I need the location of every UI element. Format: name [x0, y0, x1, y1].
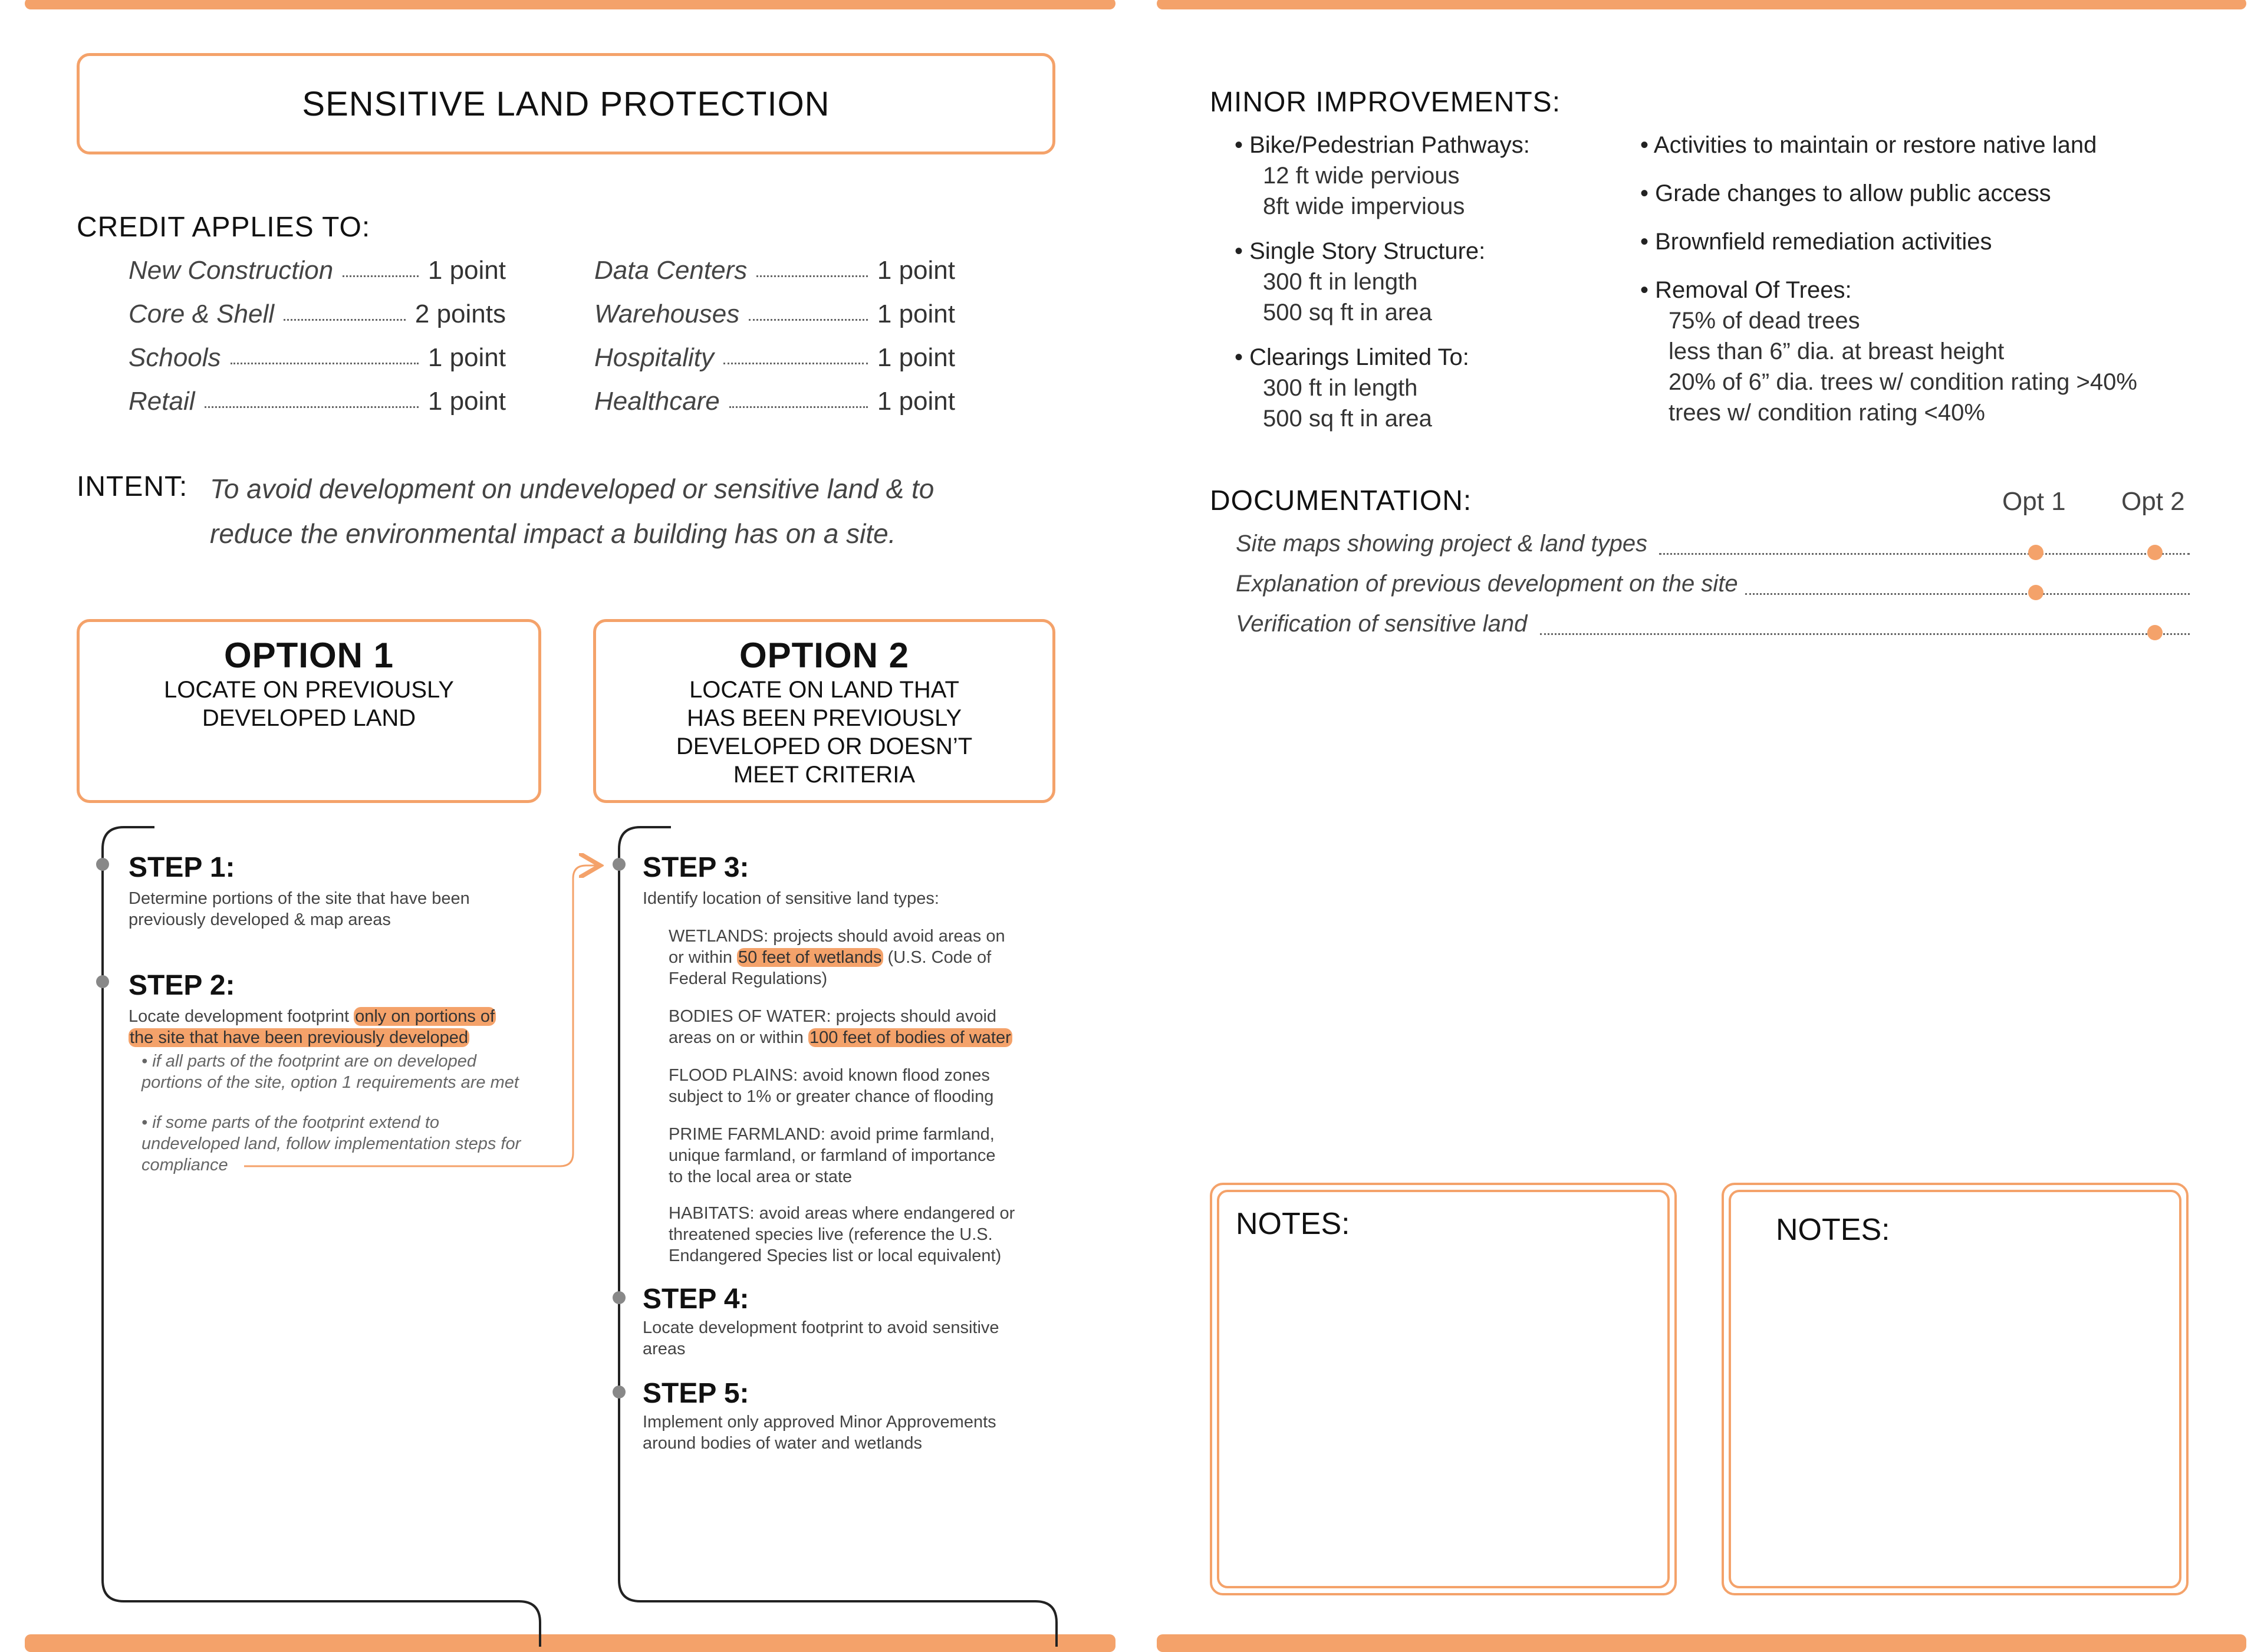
- check-dot: [2028, 585, 2043, 600]
- text-line: less than 6” dia. at breast height: [1669, 338, 2005, 364]
- text-line: PRIME FARMLAND: avoid prime farmland,: [669, 1125, 995, 1144]
- water-text: [669, 1006, 1012, 1048]
- check-dot: [2028, 545, 2043, 560]
- text-line: [129, 1006, 553, 1027]
- dot-leader: [1659, 553, 2190, 555]
- minor-col-left: [1235, 130, 1530, 434]
- text-line: trees w/ condition rating <40%: [1669, 400, 1985, 426]
- opt-1-label: Opt 1: [2002, 487, 2066, 516]
- intent-line-2: reduce the environmental impact a building has on a site.: [210, 518, 896, 549]
- credit-points: 1 point: [427, 387, 506, 416]
- doc-row-3-label: Verification of sensitive land: [1236, 611, 1528, 637]
- text-span: (U.S. Code of: [883, 948, 992, 967]
- text-line: Federal Regulations): [669, 969, 828, 988]
- native-item: • Activities to maintain or restore native land: [1640, 132, 2097, 158]
- text-line: [669, 1027, 1012, 1048]
- documentation-heading: DOCUMENTATION:: [1210, 485, 1472, 516]
- text-line: Locate development footprint to avoid sensitive: [643, 1318, 999, 1337]
- opt-2-label: Opt 2: [2121, 487, 2185, 516]
- doc-row-1-label: Site maps showing project & land types: [1236, 531, 1648, 557]
- highlight: 50 feet of wetlands: [738, 948, 882, 967]
- text-line: FLOOD PLAINS: avoid known flood zones: [669, 1066, 990, 1085]
- step-1-dot: [96, 858, 109, 871]
- text-line: Determine portions of the site that have been: [129, 889, 470, 908]
- text-line: unique farmland, or farmland of importance: [669, 1146, 996, 1165]
- check-dot: [2147, 625, 2163, 640]
- notes-box-1-inner: [1217, 1190, 1670, 1588]
- notes-label-1: NOTES:: [1236, 1207, 1350, 1241]
- brownfield-item: • Brownfield remediation activities: [1640, 229, 1992, 255]
- bike-heading: • Bike/Pedestrian Pathways:: [1235, 132, 1530, 158]
- clear-heading: • Clearings Limited To:: [1235, 344, 1469, 370]
- step-4-title: STEP 4:: [643, 1284, 749, 1315]
- option-1-line-2: DEVELOPED LAND: [202, 705, 416, 731]
- credit-name: Hospitality: [594, 343, 714, 372]
- doc-row-2-label: Explanation of previous development on the site: [1236, 571, 1738, 597]
- credit-points: 1 point: [877, 387, 955, 416]
- text-line: threatened species live (reference the U.S.: [669, 1225, 993, 1244]
- text-line: 500 sq ft in area: [1263, 406, 1432, 432]
- text-line: around bodies of water and wetlands: [643, 1434, 922, 1453]
- text-line: 300 ft in length: [1263, 269, 1418, 295]
- text-line: 500 sq ft in area: [1263, 300, 1432, 325]
- credit-points: 1 point: [427, 256, 506, 285]
- step-5-title: STEP 5:: [643, 1378, 749, 1409]
- timeline-graphic: [0, 0, 1120, 1647]
- step-2-desc: [129, 1006, 553, 1048]
- intent-line-1: To avoid development on undeveloped or sensitive land & to: [210, 473, 934, 504]
- credit-heading: CREDIT APPLIES TO:: [77, 212, 371, 243]
- wetlands-text: [669, 926, 1005, 989]
- text-line: portions of the site, option 1 requirements are met: [142, 1073, 519, 1092]
- intent-label: INTENT:: [77, 471, 188, 502]
- credit-points: 1 point: [877, 343, 955, 372]
- step-4-desc: [643, 1317, 999, 1360]
- text-line: HABITATS: avoid areas where endangered or: [669, 1204, 1015, 1223]
- text-line: 75% of dead trees: [1669, 308, 1860, 334]
- credit-name: New Construction: [129, 256, 334, 285]
- text-line: compliance: [142, 1156, 228, 1174]
- highlight: only on portions of: [355, 1007, 495, 1026]
- step-3-dot: [613, 858, 626, 871]
- step-2-dot: [96, 975, 109, 988]
- credit-name: Schools: [129, 343, 221, 372]
- text-line: 12 ft wide pervious: [1263, 163, 1460, 189]
- text-line: [129, 1027, 553, 1048]
- text-line: subject to 1% or greater chance of flooding: [669, 1087, 994, 1106]
- text-line: 300 ft in length: [1263, 375, 1418, 401]
- text-line: WETLANDS: projects should avoid areas on: [669, 927, 1005, 946]
- story-heading: • Single Story Structure:: [1235, 238, 1486, 264]
- text-line: to the local area or state: [669, 1167, 853, 1186]
- credit-name: Core & Shell: [129, 300, 275, 328]
- text-line: BODIES OF WATER: projects should avoid: [669, 1007, 997, 1026]
- bottom-bar-right: [1157, 1634, 2246, 1652]
- trees-heading: • Removal Of Trees:: [1640, 277, 1852, 303]
- grade-item: • Grade changes to allow public access: [1640, 180, 2051, 206]
- top-bar-right: [1157, 0, 2246, 9]
- credit-points: 2 points: [414, 300, 506, 328]
- option-2-line-1: LOCATE ON LAND THAT: [689, 677, 959, 703]
- text-line: Implement only approved Minor Approvements: [643, 1413, 996, 1431]
- dot-leader: [1745, 593, 2190, 595]
- text-line: [669, 947, 1005, 968]
- credit-name: Healthcare: [594, 387, 720, 416]
- step-3-desc: Identify location of sensitive land types:: [643, 889, 939, 908]
- step-1-title: STEP 1:: [129, 852, 235, 883]
- step-1-desc: [129, 888, 470, 930]
- step-3-title: STEP 3:: [643, 852, 749, 883]
- text-line: 8ft wide impervious: [1263, 193, 1465, 219]
- highlight: 100 feet of bodies of water: [809, 1028, 1011, 1047]
- text-line: undeveloped land, follow implementation steps for: [142, 1134, 521, 1153]
- credit-name: Data Centers: [594, 256, 748, 285]
- check-dot: [2147, 545, 2163, 560]
- text-line: Endangered Species list or local equivalent): [669, 1246, 1002, 1265]
- text-line: previously developed & map areas: [129, 910, 391, 929]
- option-1-title: OPTION 1: [223, 636, 394, 675]
- dot-leader: [1540, 633, 2190, 635]
- habitats-text: [669, 1203, 1015, 1266]
- step-4-dot: [613, 1291, 626, 1304]
- option-1-line-1: LOCATE ON PREVIOUSLY: [164, 677, 454, 703]
- minor-heading: MINOR IMPROVEMENTS:: [1210, 87, 1561, 118]
- option-2-line-2: HAS BEEN PREVIOUSLY: [686, 705, 962, 731]
- page-title: SENSITIVE LAND PROTECTION: [302, 85, 830, 123]
- step-2-bullet-1: [142, 1051, 519, 1093]
- credit-points: 1 point: [427, 343, 506, 372]
- credit-points: 1 point: [877, 256, 955, 285]
- option-2-title: OPTION 2: [739, 636, 910, 675]
- highlight: the site that have been previously developed: [130, 1028, 468, 1047]
- credit-name: Warehouses: [594, 300, 740, 328]
- text-span: areas on or within: [669, 1028, 808, 1047]
- step-5-desc: [643, 1411, 996, 1454]
- text-line: • if some parts of the footprint extend to: [142, 1113, 440, 1132]
- credit-points: 1 point: [877, 300, 955, 328]
- option-2-line-3: DEVELOPED OR DOESN’T: [676, 733, 973, 759]
- step-2-title: STEP 2:: [129, 970, 235, 1001]
- farmland-text: [669, 1124, 996, 1187]
- text-line: areas: [643, 1340, 686, 1358]
- text-line: 20% of 6” dia. trees w/ condition rating >40%: [1669, 369, 2137, 395]
- step-2-bullet-2: [142, 1112, 521, 1176]
- text-line: • if all parts of the footprint are on developed: [142, 1052, 476, 1071]
- text-span: Locate development footprint: [129, 1007, 354, 1026]
- text-span: or within: [669, 948, 738, 967]
- step-5-dot: [613, 1386, 626, 1398]
- flood-text: [669, 1065, 993, 1107]
- notes-label-2: NOTES:: [1776, 1213, 1890, 1247]
- option-2-line-4: MEET CRITERIA: [733, 762, 916, 788]
- minor-col-right: [1640, 130, 2137, 428]
- credit-name: Retail: [129, 387, 195, 416]
- notes-box-2-inner: [1729, 1190, 2181, 1588]
